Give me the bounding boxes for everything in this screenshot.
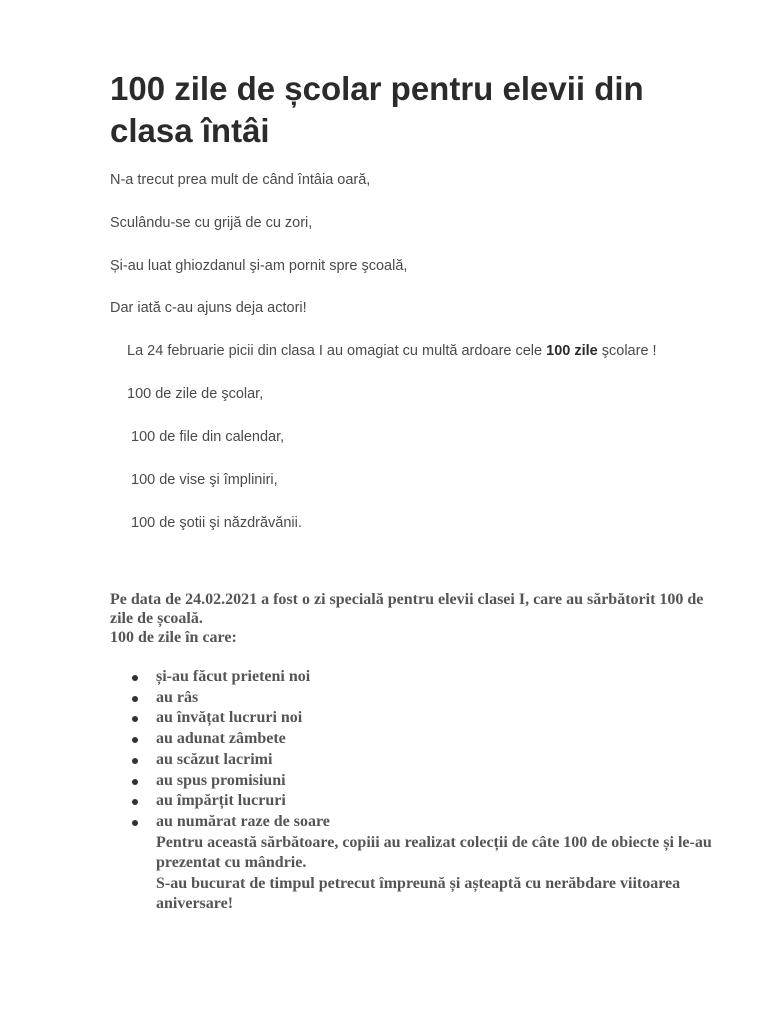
- bullet-icon: [132, 779, 138, 785]
- list-item: [110, 708, 720, 729]
- bullet-icon: [132, 758, 138, 764]
- bullet-icon: [132, 799, 138, 805]
- list-item: [110, 729, 720, 750]
- bullet-icon: [132, 820, 138, 826]
- poem-line-1: N-a trecut prea mult de când întâia oară,: [110, 172, 371, 188]
- poem-line-4: Dar iată c-au ajuns deja actori!: [110, 300, 307, 316]
- list-item-text: au adunat zâmbete: [156, 730, 286, 748]
- list-heading: 100 de zile în care:: [110, 629, 237, 646]
- list-item: [110, 750, 720, 771]
- verse-line-3: 100 de vise şi împliniri,: [131, 472, 278, 488]
- announcement-highlight: 100 zile: [546, 343, 598, 359]
- article-section: [110, 590, 720, 915]
- list-item: [110, 812, 720, 833]
- bullet-icon: [132, 696, 138, 702]
- announcement-text-end: şcolare !: [597, 343, 657, 359]
- announcement-text: La 24 februarie picii din clasa I au omagiat cu multă ardoare cele: [127, 343, 547, 359]
- verse-line-4: 100 de şotii şi năzdrăvănii.: [131, 515, 302, 531]
- list-item: [110, 688, 720, 709]
- bullet-icon: [132, 675, 138, 681]
- poem-line-2: Sculându-se cu grijă de cu zori,: [110, 215, 313, 231]
- list-item-text: au numărat raze de soare: [156, 812, 330, 830]
- list-item-text: și-au făcut prieteni noi: [156, 668, 311, 685]
- list-item-text: au învățat lucruri noi: [156, 709, 303, 727]
- list-item-text: au împărțit lucruri: [156, 792, 286, 810]
- closing-paragraph-1: Pentru această sărbătoare, copiii au realizat colecții de câte 100 de obiecte și le-au prezentat cu mândrie.: [156, 833, 712, 872]
- verse-line-1: 100 de zile de şcolar,: [127, 386, 264, 402]
- list-item: [110, 667, 720, 688]
- announcement-paragraph: [127, 342, 657, 360]
- closing-paragraph-2: S-au bucurat de timpul petrecut împreună și așteaptă cu nerăbdare viitoarea aniversare!: [156, 874, 681, 913]
- bullet-icon: [132, 716, 138, 722]
- list-item-text: au scăzut lacrimi: [156, 750, 273, 768]
- page-title: 100 zile de școlar pentru elevii din clasa întâi: [110, 70, 644, 149]
- closing-text: [110, 833, 720, 915]
- list-item-text: au spus promisiuni: [156, 771, 286, 789]
- bullet-icon: [132, 737, 138, 743]
- poem-line-3: Și-au luat ghiozdanul şi-am pornit spre şcoală,: [110, 258, 408, 274]
- activities-list: [110, 667, 720, 833]
- article-intro: Pe data de 24.02.2021 a fost o zi specială pentru elevii clasei I, care au sărbătorit 100 de zile de școală.: [110, 591, 704, 627]
- list-item: [110, 791, 720, 812]
- verse-line-2: 100 de file din calendar,: [131, 429, 285, 445]
- list-item-text: au râs: [156, 688, 199, 706]
- list-item: [110, 771, 720, 792]
